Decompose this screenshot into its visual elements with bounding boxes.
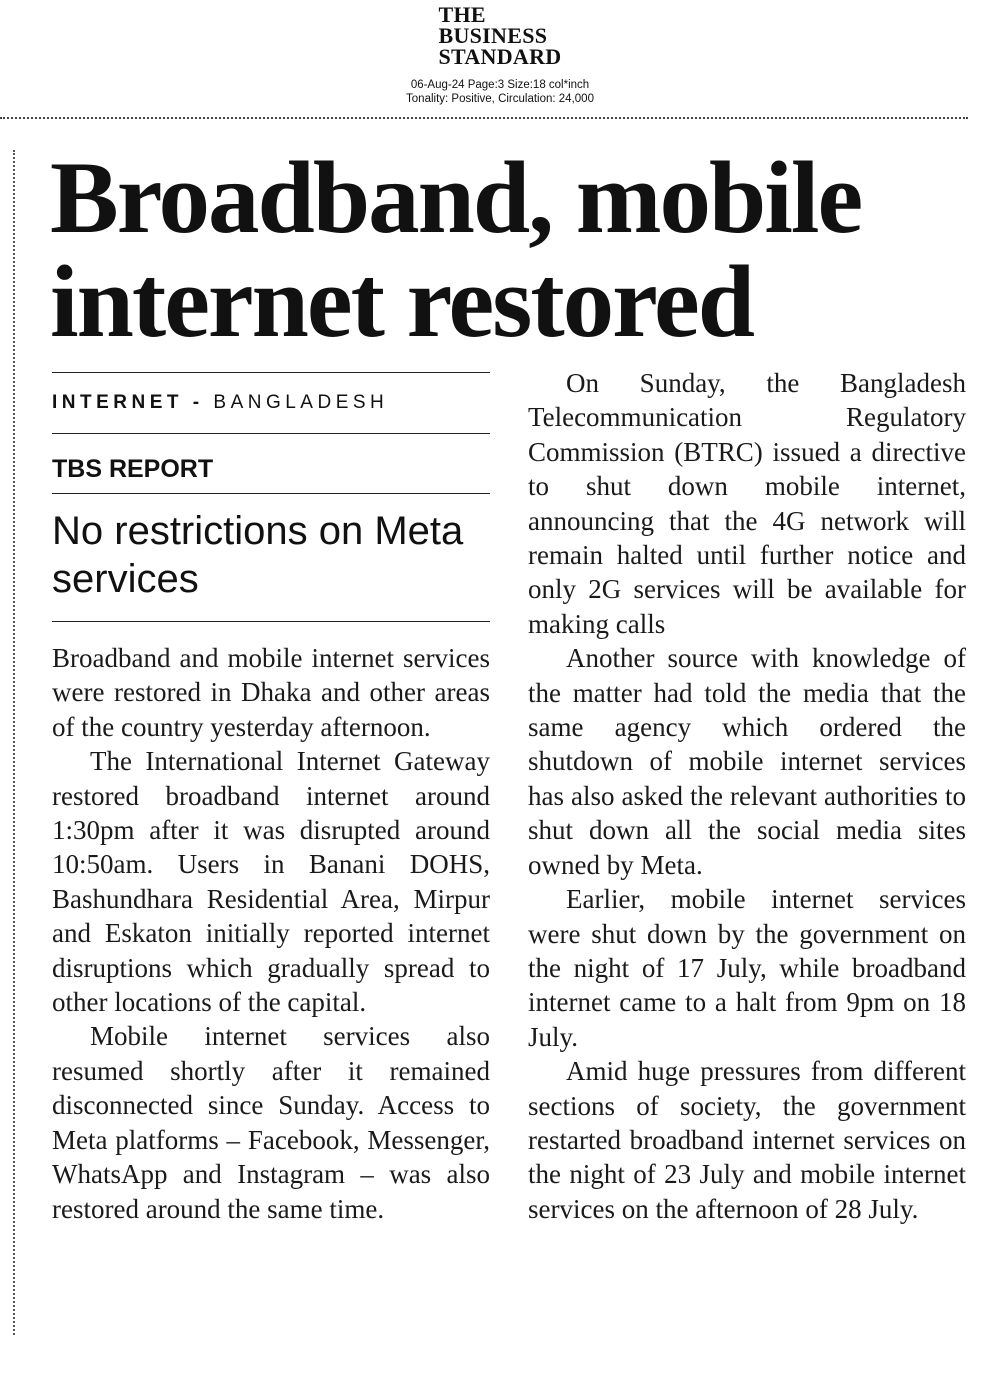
paragraph: Amid huge pressures from different sections of society, the government restarted broadband internet services on the night of 23 July and mobile internet services on the afternoon of 28 July. xyxy=(528,1056,966,1224)
article-column-left xyxy=(52,641,490,1226)
newspaper-logo xyxy=(438,4,561,67)
kicker-location: BANGLADESH xyxy=(213,392,389,413)
logo-line-3: STANDARD xyxy=(438,44,562,69)
kicker-separator: - xyxy=(192,392,204,413)
byline: TBS REPORT xyxy=(52,455,214,483)
divider xyxy=(52,621,490,622)
paragraph: On Sunday, the Bangladesh Telecommunication Regulatory Commission (BTRC) issued a directive to shut down mobile internet, announcing that the 4G network will remain halted until further notice and only 2G services will be available for making calls xyxy=(528,368,966,639)
kicker-category: INTERNET xyxy=(52,392,183,413)
logo-line-2: BUSINESS xyxy=(438,23,548,48)
paragraph: Broadband and mobile internet services were restored in Dhaka and other areas of the country yesterday afternoon. xyxy=(52,643,490,742)
article-column-right xyxy=(528,366,966,1226)
divider xyxy=(52,493,490,494)
paragraph: Mobile internet services also resumed shortly after it remained disconnected since Sunday. Access to Meta platforms – Facebook, Messenger, WhatsApp and Instagram – was also restored around the same time. xyxy=(52,1021,490,1224)
clip-info: 06-Aug-24 Page:3 Size:18 col*inch xyxy=(410,79,590,91)
kicker xyxy=(52,392,388,414)
subhead: No restrictions on Meta services xyxy=(52,509,464,601)
divider xyxy=(52,372,490,373)
headline: Broadband, mobile internet restored xyxy=(50,141,862,359)
clip-border-top xyxy=(0,117,968,119)
clip-border-left xyxy=(13,150,15,1335)
logo-line-1: THE xyxy=(438,2,486,27)
paragraph: Another source with knowledge of the matter had told the media that the same agency which ordered the shutdown of mobile internet services has also asked the relevant authorities to shut down all the social media sites owned by Meta. xyxy=(528,643,966,880)
clip-tonality: Tonality: Positive, Circulation: 24,000 xyxy=(406,93,594,105)
paragraph: The International Internet Gateway restored broadband internet around 1:30pm after it was disrupted around 10:50am. Users in Banani DOHS, Bashundhara Residential Area, Mirpur and Eskaton initially reported internet disruptions which gradually spread to other locations of the capital. xyxy=(52,746,490,1018)
divider xyxy=(52,433,490,434)
masthead xyxy=(0,4,1000,68)
paragraph: Earlier, mobile internet services were shut down by the government on the night of 17 July, while broadband internet came to a halt from 9pm on 18 July. xyxy=(528,884,966,1052)
